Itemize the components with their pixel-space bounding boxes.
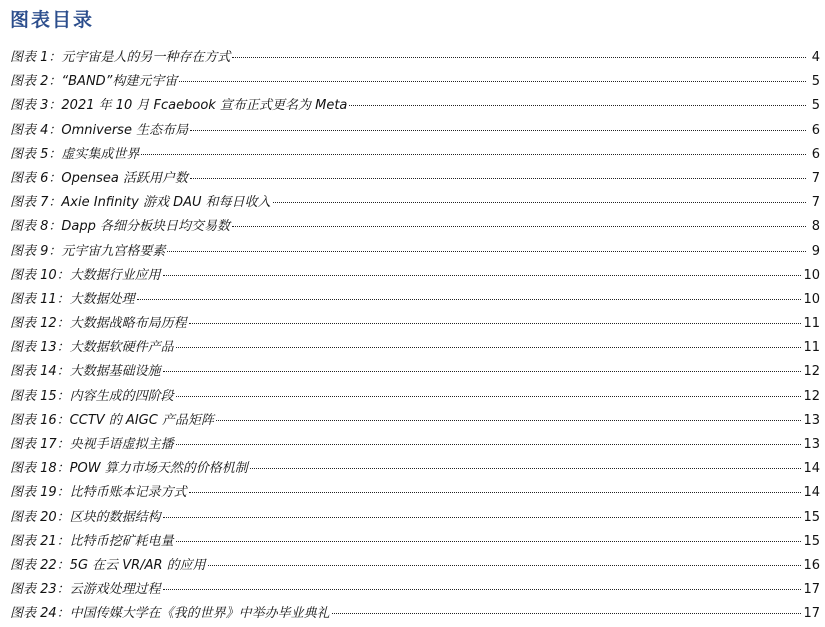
toc-entry-label: 图表 11：大数据处理 xyxy=(10,291,135,307)
toc-entry-label: 图表 5：虚实集成世界 xyxy=(10,146,140,162)
toc-entry-label: 图表 22：5G 在云 VR/AR 的应用 xyxy=(10,557,206,573)
toc-entry-page: 10 xyxy=(803,291,820,307)
toc-entry-15[interactable] xyxy=(10,385,820,409)
toc-leader-dots xyxy=(189,492,802,493)
toc-entry-20[interactable] xyxy=(10,506,820,530)
toc-entry-label: 图表 12：大数据战略布局历程 xyxy=(10,316,187,332)
toc-entry-12[interactable] xyxy=(10,312,820,336)
toc-leader-dots xyxy=(190,130,806,131)
toc-leader-dots xyxy=(179,81,806,82)
toc-leader-dots xyxy=(141,154,806,155)
toc-entry-16[interactable] xyxy=(10,409,820,433)
toc-leader-dots xyxy=(190,178,806,179)
toc-entry-9[interactable] xyxy=(10,240,820,264)
toc-title: 图表目录 xyxy=(10,9,95,31)
toc-leader-dots xyxy=(216,420,802,421)
toc-entry-label: 图表 10：大数据行业应用 xyxy=(10,267,161,283)
toc-entry-label: 图表 20：区块的数据结构 xyxy=(10,509,161,525)
toc-entry-label: 图表 7：Axie Infinity 游戏 DAU 和每日收入 xyxy=(10,195,271,211)
toc-entry-3[interactable] xyxy=(10,94,820,118)
toc-leader-dots xyxy=(208,565,802,566)
toc-entry-page: 11 xyxy=(803,316,820,332)
toc-entry-1[interactable] xyxy=(10,46,820,70)
toc-entry-page: 7 xyxy=(811,195,820,211)
toc-entry-page: 6 xyxy=(811,122,820,138)
toc-leader-dots xyxy=(163,589,802,590)
toc-leader-dots xyxy=(273,202,806,203)
toc-entry-label: 图表 13：大数据软硬件产品 xyxy=(10,340,174,356)
toc-entry-page: 4 xyxy=(811,50,820,65)
toc-entry-page: 7 xyxy=(811,170,820,186)
toc-leader-dots xyxy=(349,105,806,106)
toc-entry-page: 11 xyxy=(803,340,820,356)
toc-entry-page: 12 xyxy=(803,388,820,404)
toc-entry-label: 图表 21：比特币挖矿耗电量 xyxy=(10,533,174,549)
toc-entry-page: 12 xyxy=(803,364,820,380)
toc-leader-dots xyxy=(137,299,802,300)
toc-entry-2[interactable] xyxy=(10,70,820,94)
toc-entry-5[interactable] xyxy=(10,143,820,167)
toc-entry-label: 图表 18：POW 算力市场天然的价格机制 xyxy=(10,461,248,477)
toc-entry-page: 15 xyxy=(803,533,820,549)
toc-entry-13[interactable] xyxy=(10,336,820,360)
toc-leader-dots xyxy=(232,226,806,227)
toc-entry-14[interactable] xyxy=(10,360,820,384)
toc-entry-label: 图表 4：Omniverse 生态布局 xyxy=(10,122,189,138)
toc-entry-page: 9 xyxy=(811,243,820,259)
toc-entry-page: 5 xyxy=(811,74,820,90)
toc-entry-6[interactable] xyxy=(10,167,820,191)
toc-entry-page: 17 xyxy=(803,582,820,598)
toc-leader-dots xyxy=(189,323,802,324)
toc-entry-label: 图表 17：央视手语虚拟主播 xyxy=(10,437,174,452)
toc-leader-dots xyxy=(232,57,806,58)
toc-leader-dots xyxy=(176,396,802,397)
toc-entry-label: 图表 3：2021 年 10 月 Fcaebook 宣布正式更名为 Meta xyxy=(10,98,348,114)
toc-leader-dots xyxy=(163,371,802,372)
toc-entry-11[interactable] xyxy=(10,288,820,312)
toc-entry-page: 16 xyxy=(803,557,820,573)
toc-entry-23[interactable] xyxy=(10,578,820,602)
toc-entry-10[interactable] xyxy=(10,264,820,288)
toc-list xyxy=(10,46,820,627)
toc-entry-label: 图表 14：大数据基础设施 xyxy=(10,364,161,380)
toc-entry-label: 图表 9：元宇宙九宫格要素 xyxy=(10,243,166,259)
toc-entry-7[interactable] xyxy=(10,191,820,215)
toc-leader-dots xyxy=(332,613,802,614)
toc-entry-page: 14 xyxy=(803,461,820,477)
toc-entry-21[interactable] xyxy=(10,530,820,554)
toc-leader-dots xyxy=(250,468,802,469)
toc-entry-label: 图表 23：云游戏处理过程 xyxy=(10,582,161,598)
toc-entry-24[interactable] xyxy=(10,602,820,626)
toc-leader-dots xyxy=(163,275,802,276)
toc-entry-18[interactable] xyxy=(10,457,820,481)
toc-entry-page: 10 xyxy=(803,267,820,283)
toc-entry-label: 图表 15：内容生成的四阶段 xyxy=(10,388,174,404)
toc-entry-19[interactable] xyxy=(10,481,820,505)
toc-entry-page: 15 xyxy=(803,509,820,525)
toc-entry-8[interactable] xyxy=(10,215,820,239)
toc-entry-label: 图表 8：Dapp 各细分板块日均交易数 xyxy=(10,219,231,235)
toc-entry-17[interactable] xyxy=(10,433,820,457)
toc-entry-4[interactable] xyxy=(10,119,820,143)
toc-entry-label: 图表 1：元宇宙是人的另一种存在方式 xyxy=(10,50,231,65)
toc-entry-label: 图表 2：“BAND”构建元宇宙 xyxy=(10,74,178,90)
toc-entry-page: 17 xyxy=(803,606,820,622)
toc-entry-page: 6 xyxy=(811,146,820,162)
toc-leader-dots xyxy=(176,444,802,445)
toc-entry-label: 图表 24：中国传媒大学在《我的世界》中举办毕业典礼 xyxy=(10,606,330,622)
toc-entry-page: 5 xyxy=(811,98,820,114)
toc-entry-page: 13 xyxy=(803,412,820,428)
toc-entry-22[interactable] xyxy=(10,554,820,578)
toc-entry-label: 图表 6：Opensea 活跃用户数 xyxy=(10,170,188,186)
toc-leader-dots xyxy=(163,517,802,518)
toc-entry-label: 图表 16：CCTV 的 AIGC 产品矩阵 xyxy=(10,412,214,428)
toc-leader-dots xyxy=(176,541,802,542)
toc-entry-page: 13 xyxy=(803,437,820,452)
toc-entry-page: 14 xyxy=(803,485,820,501)
toc-leader-dots xyxy=(176,347,802,348)
toc-leader-dots xyxy=(167,251,806,252)
toc-entry-page: 8 xyxy=(811,219,820,235)
toc-entry-label: 图表 19：比特币账本记录方式 xyxy=(10,485,187,501)
